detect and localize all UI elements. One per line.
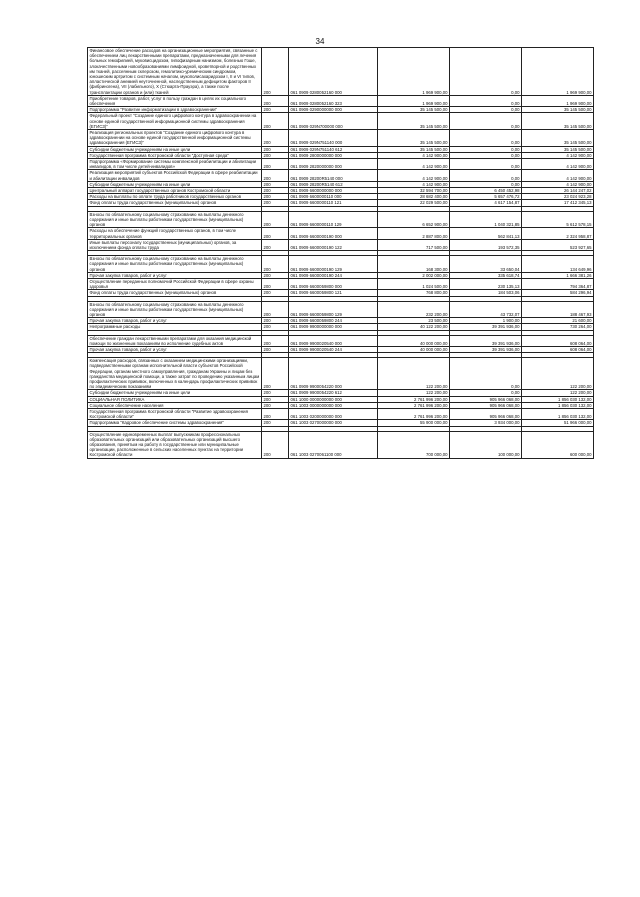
row-executed-amount-cell: 43 732,07 [450, 301, 522, 318]
row-code-cell: 200 [262, 335, 289, 346]
row-remaining-amount-cell: 4 142 900,00 [522, 159, 594, 170]
row-remaining-amount-cell: 1 666 381,26 [522, 272, 594, 278]
row-remaining-amount-cell: 26 144 247,02 [522, 188, 594, 194]
table-row [88, 170, 594, 181]
table-row [88, 146, 594, 152]
row-name-cell: Приобретение товаров, работ, услуг в пользу граждан в целях их социального обеспечения [88, 95, 262, 106]
row-classification-cell: 061 0909 6600000190 000 [289, 228, 378, 239]
row-executed-amount-cell: 905 966 068,00 [450, 402, 522, 408]
row-approved-amount-cell: 768 800,00 [378, 290, 450, 296]
row-remaining-amount-cell: 600 000,00 [522, 431, 594, 458]
row-name-cell: Центральный аппарат государственных органов Костромской области [88, 188, 262, 194]
table-row [88, 200, 594, 206]
row-executed-amount-cell: 230 135,13 [450, 278, 522, 289]
table-row [88, 256, 594, 273]
row-remaining-amount-cell: 523 927,65 [522, 239, 594, 250]
row-remaining-amount-cell: 17 412 345,13 [522, 200, 594, 206]
row-approved-amount-cell: 40 000 000,00 [378, 346, 450, 352]
row-classification-cell: 061 0909 6600059800 121 [289, 290, 378, 296]
row-executed-amount-cell: 0,00 [450, 159, 522, 170]
row-name-cell: Финансовое обеспечение расходов на организационные мероприятия, связанные с обеспечением лиц лекарственными препаратами, предназначенными для лечения больных гемофилией, муковисцидозом, гипофизарным нанизмом, болезнью Гоше, злокачественными новообразованиями лимфоидной, кроветворной и родственных им тканей, рассеянным склерозом, гемолитико-уремическим синдромом, юношеским артритом с системным началом, мукополисахаридозом I, II и VI типов, апластической анемией неуточненной, наследственным дефицитом факторов II (фибриногена), VII (лабильного), X (Стюарта-Прауэра), а также после трансплантации органов и (или) тканей [88, 48, 262, 96]
row-name-cell: СОЦИАЛЬНАЯ ПОЛИТИКА [88, 396, 262, 402]
row-classification-cell: 061 0909 029N751140 000 [289, 130, 378, 147]
row-code-cell: 200 [262, 408, 289, 419]
row-classification-cell: 061 0909 6600000190 129 [289, 256, 378, 273]
row-classification-cell: 061 0909 0280052160 323 [289, 95, 378, 106]
table-row [88, 239, 594, 250]
row-remaining-amount-cell: 730 264,00 [522, 324, 594, 330]
row-name-cell: Государственная программа Костромской области "Развитие здравоохранения Костромской области" [88, 408, 262, 419]
row-classification-cell: 061 0909 9900054220 612 [289, 390, 378, 396]
row-classification-cell: 061 0909 9900020540 244 [289, 346, 378, 352]
row-approved-amount-cell: 232 200,00 [378, 301, 450, 318]
row-approved-amount-cell: 1 969 900,00 [378, 48, 450, 96]
row-name-cell: Подпрограмма «Формирование системы комплексной реабилитации и абилитации инвалидов, в том числе детей-инвалидов» [88, 159, 262, 170]
row-approved-amount-cell: 717 500,00 [378, 239, 450, 250]
page-number: 34 [315, 37, 325, 46]
row-approved-amount-cell: 2 761 996 200,00 [378, 402, 450, 408]
row-code-cell: 200 [262, 290, 289, 296]
table-row [88, 113, 594, 130]
budget-table-body [88, 48, 594, 459]
row-classification-cell: 061 0909 9900054220 000 [289, 358, 378, 390]
row-classification-cell: 061 0909 6600059800 129 [289, 301, 378, 318]
table-row [88, 301, 594, 318]
row-remaining-amount-cell: 51 966 000,00 [522, 420, 594, 426]
row-executed-amount-cell: 193 572,35 [450, 239, 522, 250]
row-executed-amount-cell: 5 657 476,72 [450, 194, 522, 200]
row-name-cell: Фонд оплаты труда государственных (муниципальных) органов [88, 290, 262, 296]
table-row [88, 159, 594, 170]
row-name-cell: Субсидии бюджетным учреждениям на иные цели [88, 146, 262, 152]
table-row [88, 95, 594, 106]
row-executed-amount-cell: 0,00 [450, 107, 522, 113]
row-approved-amount-cell: 6 652 900,00 [378, 211, 450, 228]
table-row [88, 420, 594, 426]
row-remaining-amount-cell: 584 296,94 [522, 290, 594, 296]
row-approved-amount-cell: 40 000 000,00 [378, 335, 450, 346]
row-remaining-amount-cell: 1 969 900,00 [522, 48, 594, 96]
row-name-cell: Прочая закупка товаров, работ и услуг [88, 272, 262, 278]
row-executed-amount-cell: 0,00 [450, 170, 522, 181]
row-code-cell: 200 [262, 188, 289, 194]
table-row [88, 181, 594, 187]
row-classification-cell: 061 0909 6600000110 121 [289, 200, 378, 206]
table-row [88, 318, 594, 324]
row-classification-cell: 061 0909 28200R5140 000 [289, 170, 378, 181]
row-name-cell: Взносы по обязательному социальному страхованию на выплаты денежного содержания и иные выплаты работникам государственных (муниципальных) органов [88, 301, 262, 318]
row-code-cell: 200 [262, 130, 289, 147]
row-approved-amount-cell: 35 145 500,00 [378, 107, 450, 113]
row-executed-amount-cell: 39 391 936,00 [450, 324, 522, 330]
row-code-cell: 200 [262, 346, 289, 352]
row-approved-amount-cell: 35 145 500,00 [378, 130, 450, 147]
row-name-cell: Социальное обеспечение населения [88, 402, 262, 408]
row-executed-amount-cell: 0,00 [450, 152, 522, 158]
row-remaining-amount-cell: 188 467,93 [522, 301, 594, 318]
row-code-cell: 200 [262, 358, 289, 390]
row-approved-amount-cell: 23 500,00 [378, 318, 450, 324]
row-remaining-amount-cell: 2 324 958,87 [522, 228, 594, 239]
row-classification-cell: 061 0909 6600059800 000 [289, 278, 378, 289]
row-code-cell: 200 [262, 324, 289, 330]
row-name-cell: Подпрограмма "Развитие информатизации в здравоохранении" [88, 107, 262, 113]
row-code-cell: 200 [262, 170, 289, 181]
table-row [88, 390, 594, 396]
row-code-cell: 200 [262, 420, 289, 426]
row-name-cell: Компенсация расходов, связанных с оказанием медицинскими организациями, подведомственными органам исполнительной власти субъектов Российской Федерации, органам местного самоуправления, гражданам Украины и лицам без гражданства медицинской помощи, а также затрат по проведению указанным лицам профилактических прививок, включенных в календарь профилактических прививок по эпидемическим показаниям [88, 358, 262, 390]
row-remaining-amount-cell: 35 145 500,00 [522, 146, 594, 152]
row-approved-amount-cell: 4 142 900,00 [378, 159, 450, 170]
table-row [88, 408, 594, 419]
row-remaining-amount-cell: 23 024 923,28 [522, 194, 594, 200]
row-executed-amount-cell: 39 391 936,00 [450, 346, 522, 352]
row-code-cell: 200 [262, 256, 289, 273]
row-executed-amount-cell: 39 391 936,00 [450, 335, 522, 346]
row-executed-amount-cell: 0,00 [450, 390, 522, 396]
row-approved-amount-cell: 32 594 700,00 [378, 188, 450, 194]
row-executed-amount-cell: 0,00 [450, 146, 522, 152]
row-remaining-amount-cell: 1 856 030 132,00 [522, 408, 594, 419]
row-remaining-amount-cell: 1 969 900,00 [522, 95, 594, 106]
row-approved-amount-cell: 4 142 900,00 [378, 152, 450, 158]
row-name-cell: Реализация региональных проектов "Создание единого цифрового контура в здравоохранении на основе единой государственной информационной системы здравоохранения (ЕГИСЗ)" [88, 130, 262, 147]
row-approved-amount-cell: 122 200,00 [378, 390, 450, 396]
row-code-cell: 200 [262, 95, 289, 106]
row-approved-amount-cell: 168 300,00 [378, 256, 450, 273]
row-approved-amount-cell: 4 142 900,00 [378, 181, 450, 187]
table-row [88, 130, 594, 147]
row-remaining-amount-cell: 122 200,00 [522, 390, 594, 396]
table-row [88, 358, 594, 390]
row-remaining-amount-cell: 35 145 500,00 [522, 130, 594, 147]
row-name-cell: Прочая закупка товаров, работ и услуг [88, 318, 262, 324]
row-classification-cell: 061 0909 6600000000 000 [289, 188, 378, 194]
row-approved-amount-cell: 1 969 900,00 [378, 95, 450, 106]
row-code-cell: 200 [262, 146, 289, 152]
row-executed-amount-cell: 33 650,04 [450, 256, 522, 273]
row-approved-amount-cell: 35 145 500,00 [378, 113, 450, 130]
row-executed-amount-cell: 184 503,06 [450, 290, 522, 296]
row-approved-amount-cell: 4 142 900,00 [378, 170, 450, 181]
row-name-cell: Фонд оплаты труда государственных (муниципальных) органов [88, 200, 262, 206]
row-executed-amount-cell: 0,00 [450, 181, 522, 187]
row-executed-amount-cell: 0,00 [450, 95, 522, 106]
row-remaining-amount-cell: 122 200,00 [522, 358, 594, 390]
row-classification-cell: 061 0909 9900000000 000 [289, 324, 378, 330]
row-name-cell: Прочая закупка товаров, работ и услуг [88, 346, 262, 352]
row-name-cell: Государственная программа Костромской области "Доступная среда" [88, 152, 262, 158]
row-remaining-amount-cell: 608 064,00 [522, 346, 594, 352]
table-row [88, 431, 594, 458]
row-approved-amount-cell: 2 002 000,00 [378, 272, 450, 278]
row-code-cell: 200 [262, 159, 289, 170]
table-row [88, 211, 594, 228]
row-classification-cell: 061 1003 0270061100 000 [289, 431, 378, 458]
table-row [88, 335, 594, 346]
row-code-cell: 200 [262, 396, 289, 402]
table-row [88, 278, 594, 289]
row-code-cell: 200 [262, 152, 289, 158]
row-classification-cell: 061 0909 2820000000 000 [289, 159, 378, 170]
row-executed-amount-cell: 335 618,74 [450, 272, 522, 278]
row-approved-amount-cell: 1 024 500,00 [378, 278, 450, 289]
row-executed-amount-cell: 0,00 [450, 358, 522, 390]
row-classification-cell: 061 0909 28200R5140 612 [289, 181, 378, 187]
row-classification-cell: 061 0909 6600000110 000 [289, 194, 378, 200]
row-name-cell: Осуществление переданных полномочий Российской Федерации в сфере охраны здоровья [88, 278, 262, 289]
row-remaining-amount-cell: 21 600,00 [522, 318, 594, 324]
row-classification-cell: 061 0909 0280052160 000 [289, 48, 378, 96]
row-code-cell: 200 [262, 402, 289, 408]
row-classification-cell: 061 1003 0200000000 000 [289, 408, 378, 419]
row-executed-amount-cell: 0,00 [450, 48, 522, 96]
row-classification-cell: 061 1000 0000000000 000 [289, 396, 378, 402]
row-classification-cell: 061 0909 6600059800 244 [289, 318, 378, 324]
row-remaining-amount-cell: 608 064,00 [522, 335, 594, 346]
budget-table [87, 47, 594, 459]
row-code-cell: 200 [262, 113, 289, 130]
table-row [88, 228, 594, 239]
row-code-cell: 200 [262, 181, 289, 187]
row-classification-cell: 061 0909 029N751140 612 [289, 146, 378, 152]
row-code-cell: 200 [262, 194, 289, 200]
row-approved-amount-cell: 35 145 500,00 [378, 146, 450, 152]
row-code-cell: 200 [262, 200, 289, 206]
row-approved-amount-cell: 2 761 996 200,00 [378, 408, 450, 419]
row-approved-amount-cell: 22 029 500,00 [378, 200, 450, 206]
row-name-cell: Взносы по обязательному социальному страхованию на выплаты денежного содержания и иные выплаты работникам государственных (муниципальных) органов [88, 256, 262, 273]
row-code-cell: 200 [262, 211, 289, 228]
row-code-cell: 200 [262, 228, 289, 239]
table-row [88, 290, 594, 296]
row-remaining-amount-cell: 35 145 500,00 [522, 113, 594, 130]
row-approved-amount-cell: 55 900 000,00 [378, 420, 450, 426]
row-executed-amount-cell: 905 966 068,00 [450, 396, 522, 402]
row-remaining-amount-cell: 5 612 578,15 [522, 211, 594, 228]
table-row [88, 48, 594, 96]
row-name-cell: Осуществление единовременных выплат выпускникам профессиональных образовательных организаций или образовательных организаций высшего образования, принятым на работу в государственные или муниципальные организации, расположенные в сельских населенных пунктах на территории Костромской области [88, 431, 262, 458]
row-name-cell: Взносы по обязательному социальному страхованию на выплаты денежного содержания и иные выплаты работникам государственных (муниципальных) органов [88, 211, 262, 228]
row-code-cell: 200 [262, 390, 289, 396]
row-code-cell: 200 [262, 239, 289, 250]
row-remaining-amount-cell: 4 142 900,00 [522, 152, 594, 158]
row-executed-amount-cell: 1 900,00 [450, 318, 522, 324]
row-classification-cell: 061 0909 0290000000 000 [289, 107, 378, 113]
row-approved-amount-cell: 122 200,00 [378, 358, 450, 390]
row-classification-cell: 061 1003 0000000000 000 [289, 402, 378, 408]
row-approved-amount-cell: 2 887 800,00 [378, 228, 450, 239]
row-name-cell: Обеспечение граждан лекарственными препаратами для оказания медицинской помощи по жизненным показаниям во исполнение судебных актов [88, 335, 262, 346]
row-code-cell: 200 [262, 48, 289, 96]
table-row [88, 272, 594, 278]
row-classification-cell: 061 0909 2800000000 000 [289, 152, 378, 158]
row-classification-cell: 061 0909 9900020540 000 [289, 335, 378, 346]
row-classification-cell: 061 0909 6600000110 129 [289, 211, 378, 228]
row-remaining-amount-cell: 35 145 500,00 [522, 107, 594, 113]
row-approved-amount-cell: 700 000,00 [378, 431, 450, 458]
row-remaining-amount-cell: 1 856 030 132,00 [522, 402, 594, 408]
row-name-cell: Субсидии бюджетным учреждениям на иные цели [88, 181, 262, 187]
row-executed-amount-cell: 100 000,00 [450, 431, 522, 458]
row-remaining-amount-cell: 4 142 900,00 [522, 170, 594, 181]
row-code-cell: 200 [262, 431, 289, 458]
row-remaining-amount-cell: 794 364,87 [522, 278, 594, 289]
row-name-cell: Расходы на выплаты по оплате труда работников государственных органов [88, 194, 262, 200]
row-executed-amount-cell: 0,00 [450, 130, 522, 147]
row-approved-amount-cell: 28 682 400,00 [378, 194, 450, 200]
row-code-cell: 200 [262, 272, 289, 278]
row-name-cell: Субсидии бюджетным учреждениям на иные цели [88, 390, 262, 396]
row-code-cell: 200 [262, 107, 289, 113]
row-remaining-amount-cell: 134 649,96 [522, 256, 594, 273]
row-approved-amount-cell: 2 761 996 200,00 [378, 396, 450, 402]
row-name-cell: Федеральный проект "Создание единого цифрового контура в здравоохранении на основе единой государственной информационной системы здравоохранения (ЕГИСЗ)" [88, 113, 262, 130]
row-remaining-amount-cell: 4 142 900,00 [522, 181, 594, 187]
row-approved-amount-cell: 40 122 200,00 [378, 324, 450, 330]
table-row [88, 107, 594, 113]
row-name-cell: Реализация мероприятий субъектов Российской Федерации в сфере реабилитации и абилитации инвалидов [88, 170, 262, 181]
row-classification-cell: 061 1003 0270000000 000 [289, 420, 378, 426]
row-code-cell: 200 [262, 318, 289, 324]
row-name-cell: Подпрограмма "Кадровое обеспечение системы здравоохранения" [88, 420, 262, 426]
row-name-cell: Иные выплаты персоналу государственных (муниципальных) органов, за исключением фонда оплаты труда [88, 239, 262, 250]
row-remaining-amount-cell: 1 856 030 132,00 [522, 396, 594, 402]
row-classification-cell: 061 0909 029N700000 000 [289, 113, 378, 130]
table-row [88, 194, 594, 200]
row-classification-cell: 061 0909 6600000190 122 [289, 239, 378, 250]
row-name-cell: Расходы на обеспечение функций государственных органов, в том числе территориальных органов [88, 228, 262, 239]
table-row [88, 188, 594, 194]
table-row [88, 346, 594, 352]
row-executed-amount-cell: 4 617 154,87 [450, 200, 522, 206]
row-code-cell: 200 [262, 278, 289, 289]
row-executed-amount-cell: 3 934 000,00 [450, 420, 522, 426]
table-row [88, 152, 594, 158]
row-executed-amount-cell: 1 040 321,85 [450, 211, 522, 228]
row-classification-cell: 061 0909 6600000190 244 [289, 272, 378, 278]
row-code-cell: 200 [262, 301, 289, 318]
row-executed-amount-cell: 562 841,13 [450, 228, 522, 239]
row-name-cell: Непрограммные расходы [88, 324, 262, 330]
row-executed-amount-cell: 0,00 [450, 113, 522, 130]
row-executed-amount-cell: 905 966 068,00 [450, 408, 522, 419]
row-executed-amount-cell: 6 450 452,98 [450, 188, 522, 194]
